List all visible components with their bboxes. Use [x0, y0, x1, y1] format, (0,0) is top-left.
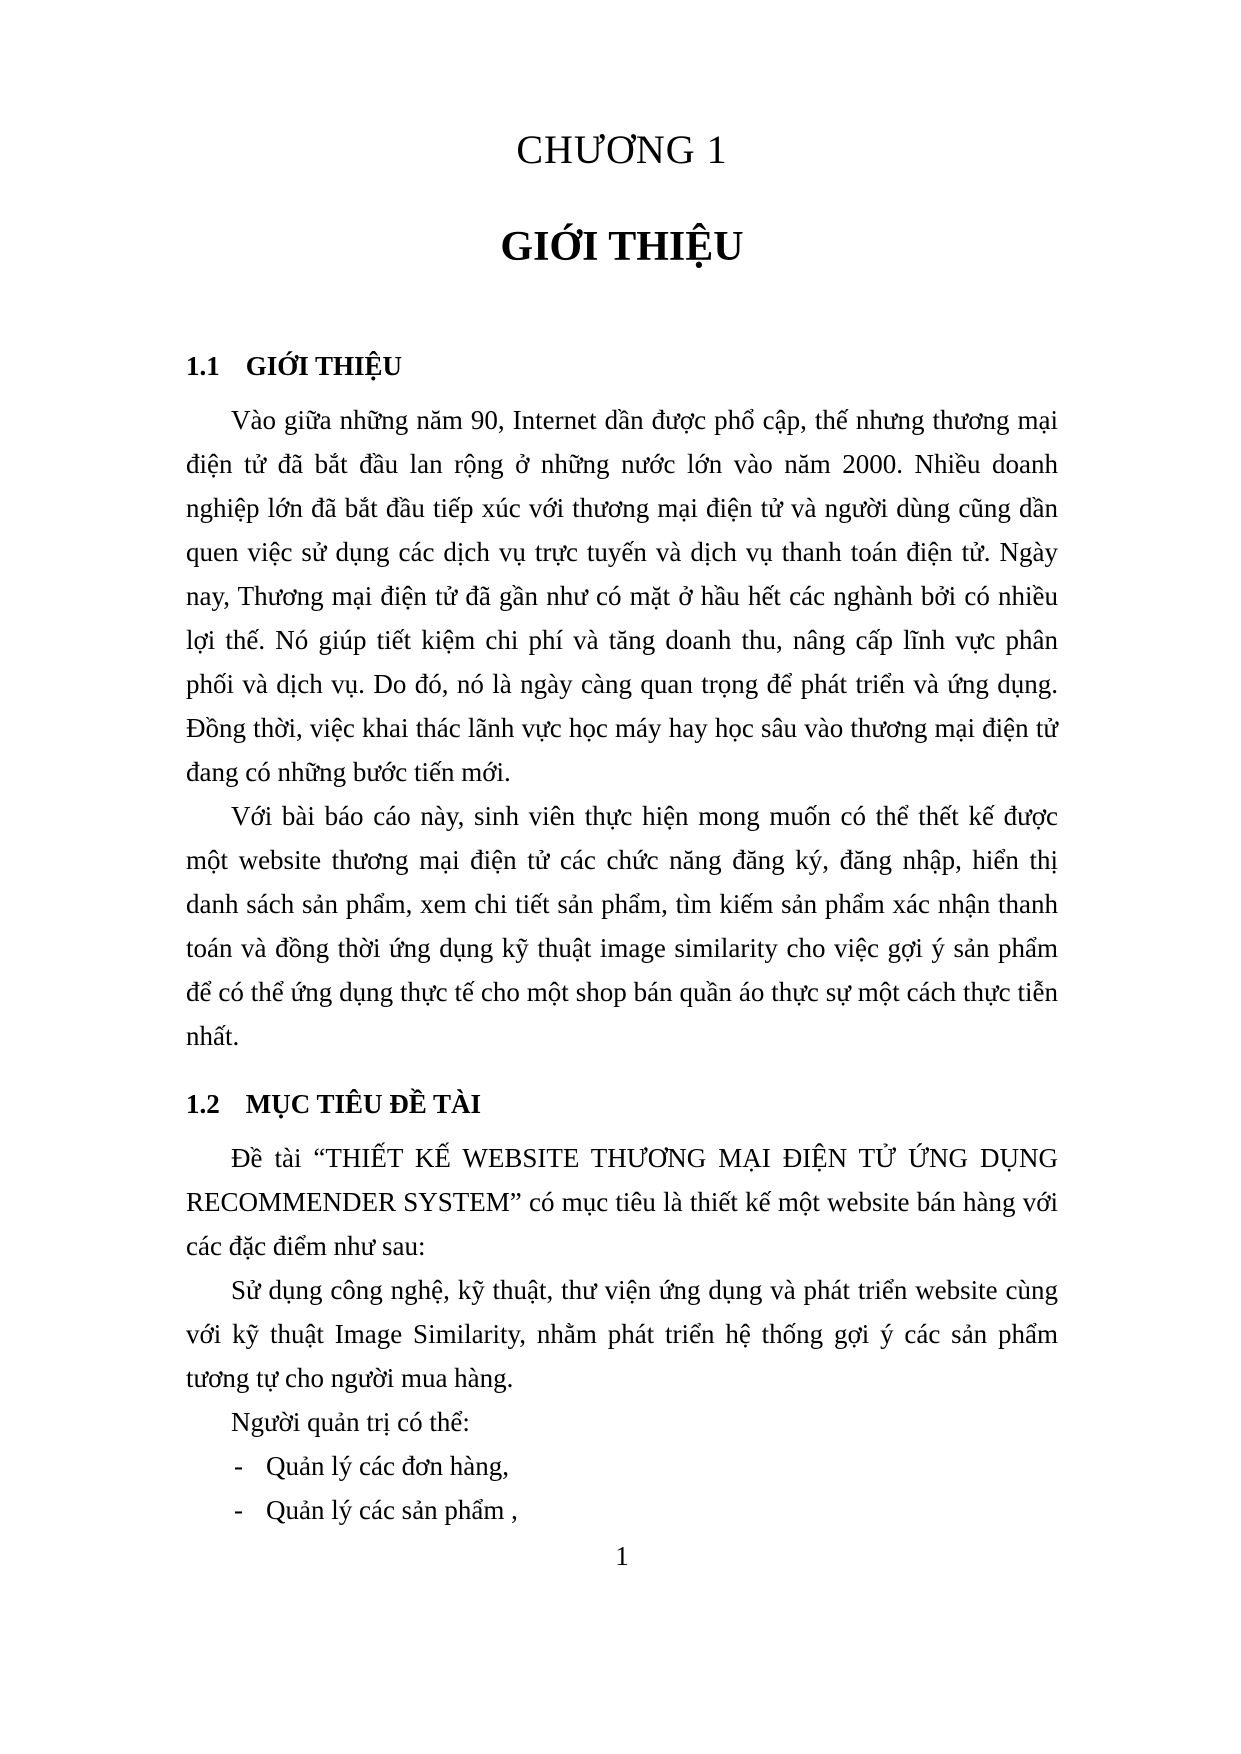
- section-number: 1.1: [186, 351, 220, 382]
- paragraph: Với bài báo cáo này, sinh viên thực hiện mong muốn có thể thết kế được một website thương mại điện tử các chức năng đăng ký, đăng nhập, hiển thị danh sách sản phẩm, xem chi tiết sản phẩm, tìm kiếm sản phẩm xác nhận thanh toán và đồng thời ứng dụng kỹ thuật image similarity cho việc gợi ý sản phẩm để có thể ứng dụng thực tế cho một shop bán quần áo thực sự một cách thực tiễn nhất.: [186, 801, 1058, 1052]
- section-number: 1.2: [186, 1089, 220, 1120]
- list-item-text: Quản lý các sản phẩm ,: [266, 1495, 518, 1526]
- list-item: [186, 1444, 1058, 1488]
- list-item-text: Quản lý các đơn hàng,: [266, 1451, 509, 1482]
- section-title: GIỚI THIỆU: [245, 351, 403, 382]
- list-dash-marker: -: [234, 1451, 243, 1482]
- paragraph: Người quản trị có thể:: [231, 1407, 470, 1438]
- chapter-label: CHƯƠNG 1: [516, 127, 728, 172]
- section-title: MỤC TIÊU ĐỀ TÀI: [245, 1089, 482, 1120]
- list-item: [186, 1488, 1058, 1532]
- paragraph: Vào giữa những năm 90, Internet dần được phổ cập, thế nhưng thương mại điện tử đã bắt đầu lan rộng ở những nước lớn vào năm 2000. Nhiều doanh nghiệp lớn đã bắt đầu tiếp xúc với thương mại điện tử và người dùng cũng dần quen việc sử dụng các dịch vụ trực tuyến và dịch vụ thanh toán điện tử. Ngày nay, Thương mại điện tử đã gần như có mặt ở hầu hết các nghành bởi có nhiều lợi thế. Nó giúp tiết kiệm chi phí và tăng doanh thu, nâng cấp lĩnh vực phân phối và dịch vụ. Do đó, nó là ngày càng quan trọng để phát triển và ứng dụng. Đồng thời, việc khai thác lãnh vực học máy hay học sâu vào thương mại điện tử đang có những bước tiến mới.: [186, 405, 1058, 788]
- list-dash-marker: -: [234, 1495, 243, 1526]
- section-heading-1-1: [186, 346, 1058, 386]
- section-heading-1-2: [186, 1084, 1058, 1124]
- paragraph: Sử dụng công nghệ, kỹ thuật, thư viện ứng dụng và phát triển website cùng với kỹ thuật Image Similarity, nhằm phát triển hệ thống gợi ý các sản phẩm tương tự cho người mua hàng.: [186, 1275, 1058, 1394]
- page-number: 1: [615, 1541, 629, 1572]
- paragraph: Đề tài “THIẾT KẾ WEBSITE THƯƠNG MẠI ĐIỆN TỬ ỨNG DỤNG RECOMMENDER SYSTEM” có mục tiêu là thiết kế một website bán hàng với các đặc điểm như sau:: [186, 1143, 1058, 1262]
- chapter-title: GIỚI THIỆU: [500, 224, 744, 270]
